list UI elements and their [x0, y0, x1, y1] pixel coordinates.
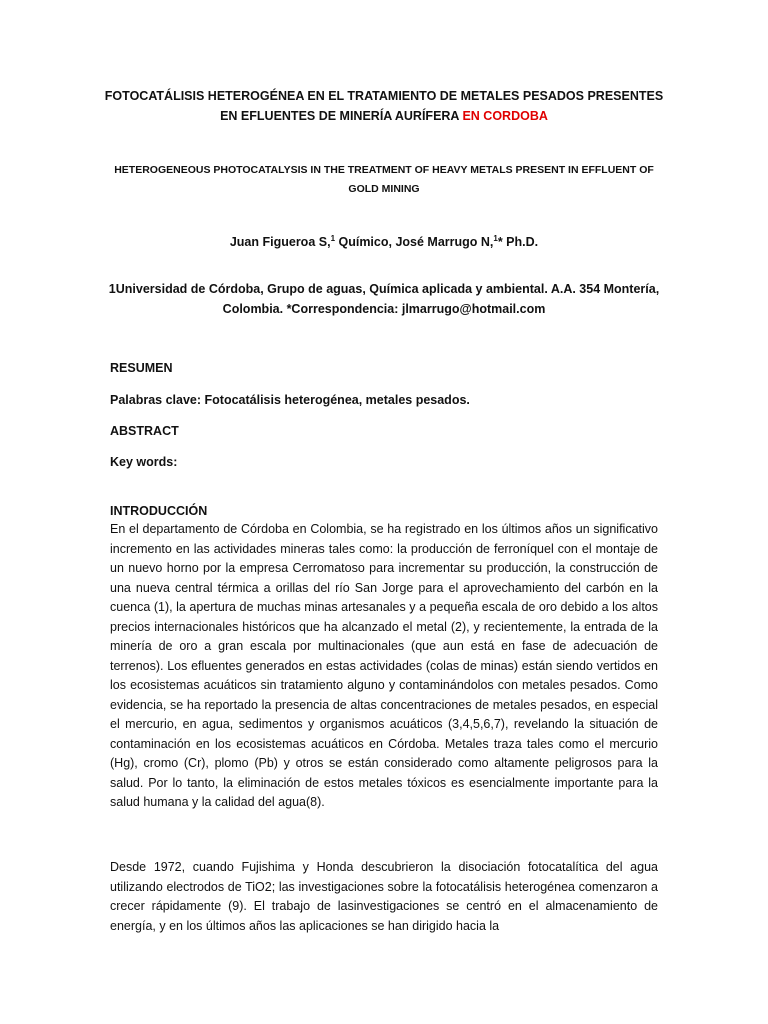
intro-paragraph-1: En el departamento de Córdoba en Colombia, se ha registrado en los últimos años un significativo incremento en las actividades mineras tales como: la producción de ferroníquel con el montaje de un nuevo horno por la empresa Cerromatoso para incrementar su producción, la construcción de una nueva central térmica a orillas del río San Jorge para el aprovechamiento del carbón en la cuenca (1), la apertura de muchas minas artesanales y a pequeña escala de oro debido a los altos precios internacionales históricos que ha alcanzado el metal (2), y recientemente, la entrada de la minería de oro a gran escala por multinacionales (que aun está en fase de adecuación de terrenos). Los efluentes generados en estas actividades (colas de minas) están siendo vertidos en los ecosistemas acuáticos sin tratamiento alguno y contaminándolos con metales pesados. Como evidencia, se ha reportado la presencia de altas concentraciones de metales pesados, en especial el mercurio, en agua, sedimentos y organismos acuáticos (3,4,5,6,7), revelando la situación de contaminación en los ecosistemas acuáticos en Córdoba. Metales traza tales como el mercurio (Hg), cromo (Cr), plomo (Pb) y otros se están considerado como altamente peligrosos para la salud. Por lo tanto, la eliminación de estos metales tóxicos es esencialmente importante para la salud humana y la calidad del agua(8).	[110, 522, 658, 809]
author-2: Químico, José Marrugo N,	[335, 235, 494, 249]
abstract-heading: ABSTRACT	[110, 424, 179, 438]
resumen-heading: RESUMEN	[110, 361, 173, 375]
intro-paragraph-2: Desde 1972, cuando Fujishima y Honda descubrieron la disociación fotocatalítica del agua utilizando electrodos de TiO2; las investigaciones sobre la fotocatálisis heterogénea comenzaron a crecer rápidamente (9). El trabajo de lasinvestigaciones se centró en el almacenamiento de energía, y en los últimos años las aplicaciones se han dirigido hacia la	[110, 860, 658, 933]
keywords-es: Palabras clave: Fotocatálisis heterogénea, metales pesados.	[110, 393, 470, 407]
english-title: HETEROGENEOUS PHOTOCATALYSIS IN THE TREATMENT OF HEAVY METALS PRESENT IN EFFLUENT OF GOLD MINING	[114, 164, 654, 195]
spanish-title-highlight: EN CORDOBA	[462, 109, 548, 123]
author-2-affiliation-mark: 1	[493, 233, 498, 243]
author-1-affiliation-mark: 1	[330, 233, 336, 243]
spanish-title-main: FOTOCATÁLISIS HETEROGÉNEA EN EL TRATAMIENTO DE METALES PESADOS PRESENTES EN EFLUENTES DE MINERÍA AURÍFERA	[104, 89, 664, 123]
author-2-degree: * Ph.D.	[497, 235, 539, 249]
introduccion-heading: INTRODUCCIÓN	[110, 504, 208, 518]
keywords-en: Key words:	[110, 455, 178, 469]
spanish-title	[100, 86, 668, 126]
affiliation: 1Universidad de Córdoba, Grupo de aguas, Química aplicada y ambiental. A.A. 354 Montería, Colombia. *Correspondencia: jlmarrugo@hotmail.com	[108, 282, 660, 316]
authors-line	[100, 233, 668, 251]
author-1: Juan Figueroa S,	[229, 235, 331, 249]
